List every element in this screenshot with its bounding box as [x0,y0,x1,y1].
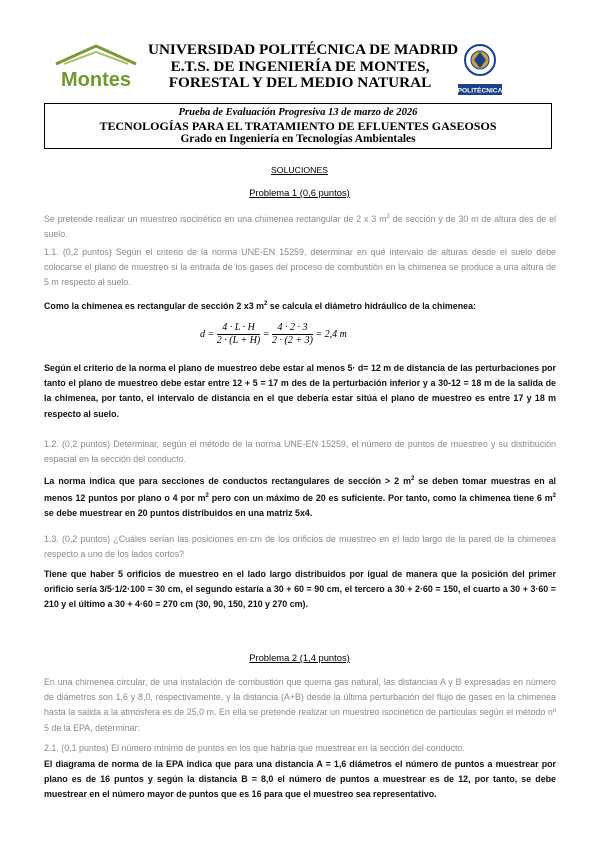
montes-logo [50,42,142,94]
answer-text-d: se debe muestrear en 20 puntos distribuidos en una matriz 5x4. [44,508,313,519]
answer-2-1: El diagrama de norma de la EPA indica que para una distancia A = 1,6 diámetros el número de puntos a muestrear por plano es de 16 puntos y según la distancia B = 8,0 el número de puntos a muestrear es de 12, por tanto, se debe muestrear en el número mayor de puntos que es 16 para que el muestreo sea representativo. [44,759,556,800]
exam-title-box [44,103,552,149]
formula-equals: = [262,328,270,340]
answer-text-a: Como la chimenea es rectangular de sección 2 x3 m [44,301,264,311]
politecnica-logo [456,38,504,100]
answer-1-1: Según el criterio de la norma el plano de muestreo debe estar al menos 5· d= 12 m de distancia de las perturbaciones por tanto el plano de muestreo debe estar entre 12 + 5 = 17 m des de la perturbación inferior y a 30-12 = 18 m de la salida de la chimenea, por tanto, el intervalo de distancia en el que debería estar sitúa el plano de muestreo es entre 17 y 18 m respecto al suelo. [44,363,556,419]
problem-2-title: Problema 2 (1,4 puntos) [249,652,350,663]
answer-1-2 [44,472,556,522]
superscript: 2 [552,493,556,500]
question-1-1: 1.1. (0,2 puntos) Según el criterio de la norma UNE-EN 15259, determinar en qué intervalo de alturas desde el suelo debe colocarse el plano de muestreo si la entrada de los gases del proceso de combustión en la chimenea se produce a una altura de 5 m respecto al suelo. [44,247,556,288]
superscript: 2 [410,476,415,482]
uni-line-2: E.T.S. DE INGENIERÍA DE MONTES, [170,57,430,75]
university-heading [148,41,459,92]
problem-2-intro: En una chimenea circular, de una instalación de combustión que quema gas natural, las distancias A y B expresadas en número de diámetros son 1,6 y 8,0, respectivamente, y la distancia (A+B) desde la última perturbación del flujo de gases en la chimenea hasta la salida a la atmósfera es de 25,0 m. En ella se pretende realizar un muestreo isocinético de partículas según el método nº 5 de la EPA, determinar: [44,677,556,733]
problem-1-intro [44,210,556,242]
formula-denominator-2: 2 · (2 + 3) [272,335,313,346]
hydraulic-diameter-formula [200,322,410,356]
course-title: TECNOLOGÍAS PARA EL TRATAMIENTO DE EFLUENTES GASEOSOS [99,119,497,133]
formula-denominator-1: 2 · (L + H) [216,335,261,346]
answer-text-a: La norma indica que para secciones de conductos rectangulares de sección > 2 m [44,476,411,486]
formula-rhs: = 2,4 m [315,328,347,340]
intro-text-b: de sección y de 30 m de altura des de el suelo. [44,214,556,240]
superscript: 2 [386,214,390,220]
formula-numerator-2: 4 · 2 · 3 [272,322,313,335]
formula-lhs: d = [200,328,215,340]
question-1-3: 1.3. (0,2 puntos) ¿Cuáles serían las posiciones en cm de los orificios de muestreo en el lado largo de la pared de la chimenea respecto a uno de los lados cortos? [44,534,556,560]
uni-line-1: UNIVERSIDAD POLITÉCNICA DE MADRID [148,41,459,58]
answer-1-1-intro [44,297,556,314]
intro-text-a: Se pretende realizar un muestreo isocinético en una chimenea rectangular de 2 x 3 m [44,214,387,224]
logo-right-text: POLITÉCNICA [457,87,503,95]
exam-date-line: Prueba de Evaluación Progresiva 13 de marzo de 2026 [178,107,418,118]
answer-text-b: se deben tomar muestras en al menos 12 puntos por plano o 4 por m [44,476,557,504]
uni-line-3: FORESTAL Y DEL MEDIO NATURAL [168,74,432,91]
problem-1-title: Problema 1 (0,6 puntos) [249,187,350,198]
question-1-2: 1.2. (0,2 puntos) Determinar, según el método de la norma UNE-EN 15259, el número de puntos de muestreo y su distribución espacial en la sección del conducto. [44,439,556,465]
answer-text-b: se calcula el diámetro hidráulico de la chimenea: [267,301,476,311]
superscript: 2 [205,493,209,500]
formula-fraction-1 [217,322,261,347]
answer-1-3: Tiene que haber 5 orificios de muestreo en el lado largo distribuidos por igual de manera que la posición del primer orificio sería 3/5·1/2·100 = 30 cm, el segundo estaría a 30 + 60 = 90 cm, el tercero a 30 + 2·60 = 150, el cuarto a 30 + 3·60 = 210 y el último a 30 + 4·60 = 270 cm (30, 90, 150, 210 y 270 cm). [44,569,556,610]
formula-numerator-1: 4 · L · H [217,322,261,335]
answer-text-c: pero con un máximo de 20 es suficiente. Por tanto, como la chimenea tiene 6 m [208,493,553,504]
logo-text: Montes [61,69,131,91]
superscript: 2 [264,301,268,307]
soluciones-heading: SOLUCIONES [271,165,328,175]
formula-fraction-2 [272,322,313,347]
question-2-1: 2.1. (0,1 puntos) El número mínimo de puntos en los que habría que muestrear en la sección del conducto. [44,743,465,753]
degree-line: Grado en Ingeniería en Tecnologías Ambientales [180,133,416,145]
